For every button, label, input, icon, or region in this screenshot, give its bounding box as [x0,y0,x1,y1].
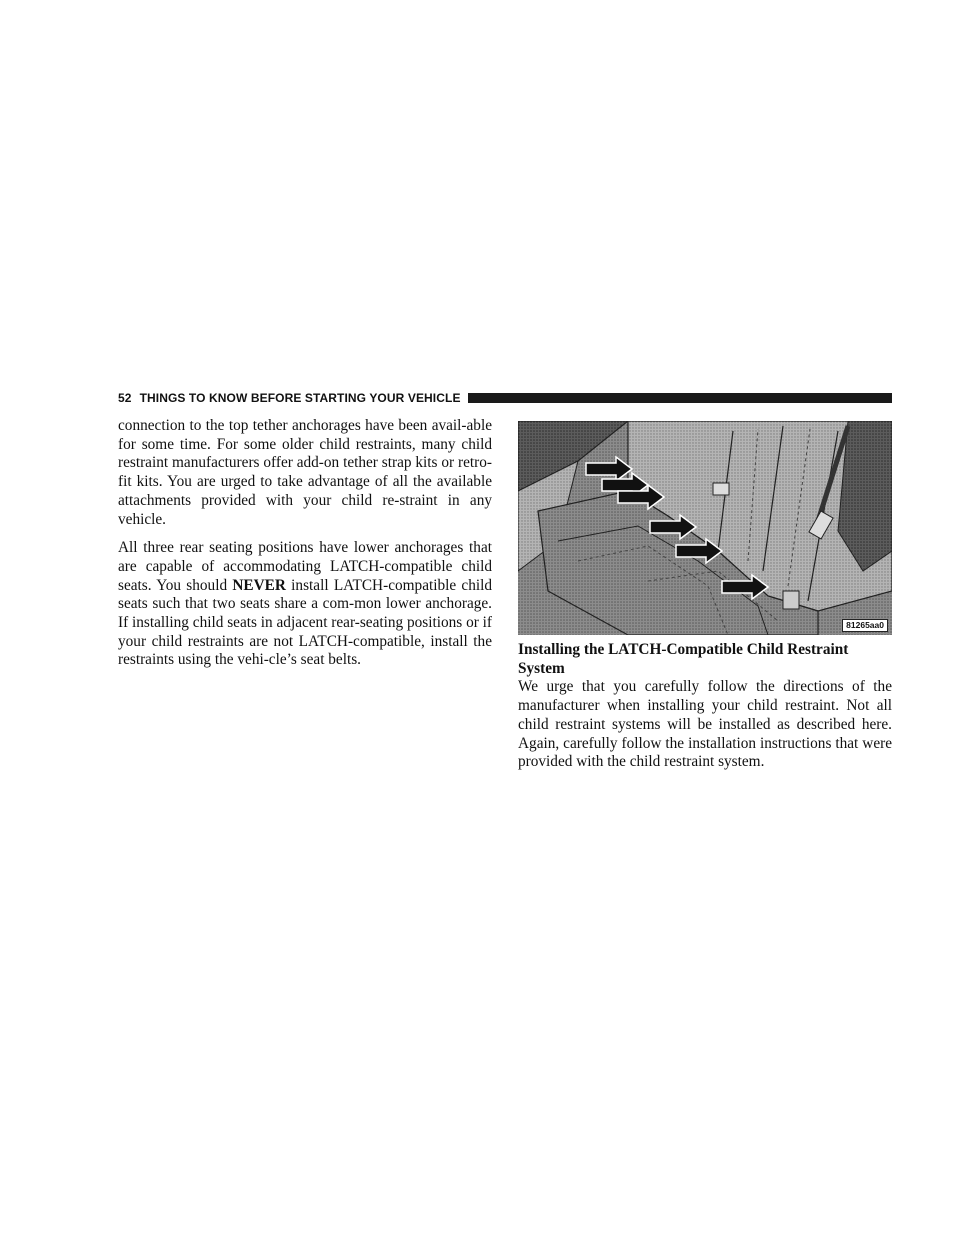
figure-id-label: 81265aa0 [842,619,888,632]
seat-drawing [518,421,892,635]
subheading-installing-latch: Installing the LATCH-Compatible Child Restraint System [518,641,849,677]
paragraph-text: All three rear seating positions have lower anchorages that are capable of accommodating LATCH-compatible child seats. You should [118,539,492,594]
page-number: 52 [118,391,132,405]
left-column [118,417,492,670]
right-column [518,641,892,772]
paragraph-follow-directions: We urge that you carefully follow the directions of the manufacturer when installing your child restraint. Not all child restraint systems will be installed as described here. Again, carefully follow the installation instructions that were provided with the child restraint system. [518,678,892,771]
paragraph-text: install LATCH-compatible child seats such that two seats share a com-mon lower anchorage. If installing child seats in adjacent rear-seating positions or if your child restraints are not LATCH-compatible, install the restraints using the vehi-cle’s seat belts. [118,576,493,669]
paragraph-lower-anchorages [118,539,492,670]
emphasis-never: NEVER [232,576,286,594]
paragraph-tether-kits: connection to the top tether anchorages have been avail-able for some time. For some older child restraints, many child restraint manufacturers offer add-on tether strap kits or retro-fit kits. You are urged to take advantage of all the available attachments provided with your child re-straint in any vehicle. [118,417,492,528]
rear-seat-latch-illustration [518,421,892,635]
section-title: THINGS TO KNOW BEFORE STARTING YOUR VEHICLE [139,391,461,405]
page-header [118,389,892,407]
header-rule [468,393,892,403]
